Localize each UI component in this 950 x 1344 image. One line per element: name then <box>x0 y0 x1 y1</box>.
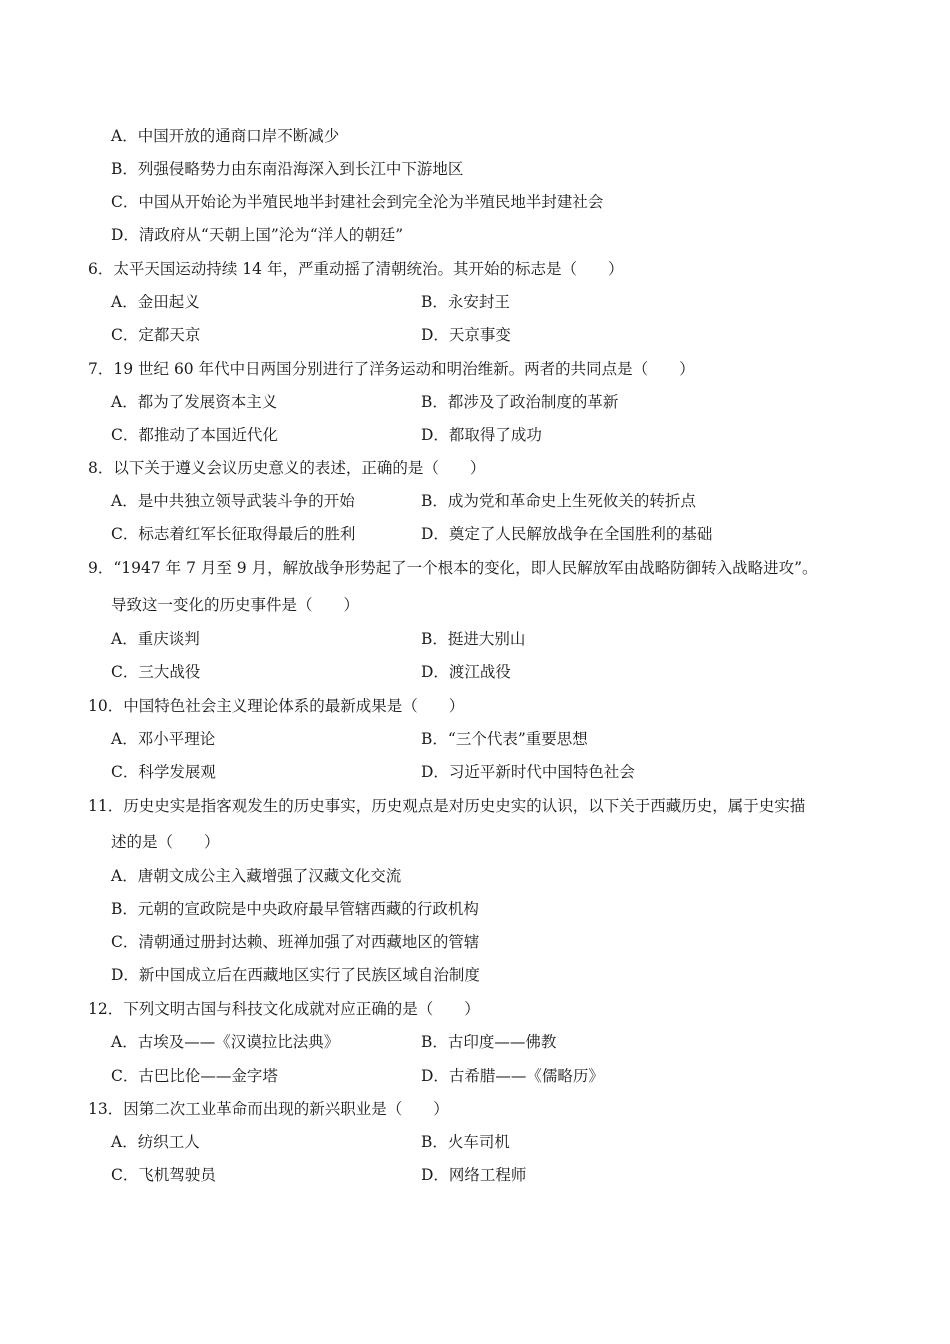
q7-stem: 7．19 世纪 60 年代中日两国分别进行了洋务运动和明治维新。两者的共同点是（ ） <box>88 360 695 378</box>
q6-option-c: C．定都天京 <box>111 326 201 344</box>
q12-option-a: A．古埃及——《汉谟拉比法典》 <box>111 1033 340 1051</box>
q9-option-a: A．重庆谈判 <box>111 630 200 648</box>
q8-option-b: B．成为党和革命史上生死攸关的转折点 <box>421 492 696 510</box>
q13-option-a: A．纺织工人 <box>111 1133 200 1151</box>
q12-option-d: D．古希腊——《儒略历》 <box>421 1067 604 1085</box>
q5-option-a: A．中国开放的通商口岸不断减少 <box>111 127 340 145</box>
q11-option-b: B．元朝的宣政院是中央政府最早管辖西藏的行政机构 <box>111 900 479 918</box>
q9-stem-continued: 导致这一变化的历史事件是（ ） <box>111 596 360 614</box>
q6-option-d: D．天京事变 <box>421 326 511 344</box>
q8-stem: 8．以下关于遵义会议历史意义的表述，正确的是（ ） <box>88 459 486 477</box>
q13-stem: 13．因第二次工业革命而出现的新兴职业是（ ） <box>88 1100 449 1118</box>
q10-option-c: C．科学发展观 <box>111 763 216 781</box>
q10-option-b: B．“三个代表”重要思想 <box>421 730 588 748</box>
q11-stem-continued: 述的是（ ） <box>111 833 220 851</box>
q7-option-c: C．都推动了本国近代化 <box>111 426 278 444</box>
q7-option-a: A．都为了发展资本主义 <box>111 393 278 411</box>
q9-stem: 9．“1947 年 7 月至 9 月，解放战争形势起了一个根本的变化，即人民解放军由战略防御转入战略进攻”。 <box>88 559 818 577</box>
q7-option-d: D．都取得了成功 <box>421 426 542 444</box>
q8-option-d: D．奠定了人民解放战争在全国胜利的基础 <box>421 525 713 543</box>
q11-option-a: A．唐朝文成公主入藏增强了汉藏文化交流 <box>111 867 402 885</box>
q10-option-d: D．习近平新时代中国特色社会 <box>421 763 635 781</box>
q13-option-c: C．飞机驾驶员 <box>111 1166 216 1184</box>
q9-option-c: C．三大战役 <box>111 663 201 681</box>
q12-option-c: C．古巴比伦——金字塔 <box>111 1067 278 1085</box>
q10-stem: 10．中国特色社会主义理论体系的最新成果是（ ） <box>88 697 465 715</box>
q5-option-d: D．清政府从“天朝上国”沦为“洋人的朝廷” <box>111 226 404 244</box>
q11-option-c: C．清朝通过册封达赖、班禅加强了对西藏地区的管辖 <box>111 933 480 951</box>
q12-option-b: B．古印度——佛教 <box>421 1033 557 1051</box>
q11-stem: 11．历史史实是指客观发生的历史事实，历史观点是对历史史实的认识，以下关于西藏历史，属于史实描 <box>88 797 806 815</box>
q10-option-a: A．邓小平理论 <box>111 730 216 748</box>
q6-option-b: B．永安封王 <box>421 293 510 311</box>
q5-option-b: B．列强侵略势力由东南沿海深入到长江中下游地区 <box>111 160 464 178</box>
q8-option-a: A．是中共独立领导武装斗争的开始 <box>111 492 355 510</box>
q6-stem: 6．太平天国运动持续 14 年，严重动摇了清朝统治。其开始的标志是（ ） <box>88 260 624 278</box>
q5-option-c: C．中国从开始论为半殖民地半封建社会到完全沦为半殖民地半封建社会 <box>111 193 604 211</box>
q13-option-b: B．火车司机 <box>421 1133 510 1151</box>
q7-option-b: B．都涉及了政治制度的革新 <box>421 393 619 411</box>
q9-option-d: D．渡江战役 <box>421 663 511 681</box>
q12-stem: 12．下列文明古国与科技文化成就对应正确的是（ ） <box>88 1000 480 1018</box>
q6-option-a: A．金田起义 <box>111 293 200 311</box>
q9-option-b: B．挺进大别山 <box>421 630 526 648</box>
q13-option-d: D．网络工程师 <box>421 1166 527 1184</box>
q11-option-d: D．新中国成立后在西藏地区实行了民族区域自治制度 <box>111 966 480 984</box>
q8-option-c: C．标志着红军长征取得最后的胜利 <box>111 525 356 543</box>
